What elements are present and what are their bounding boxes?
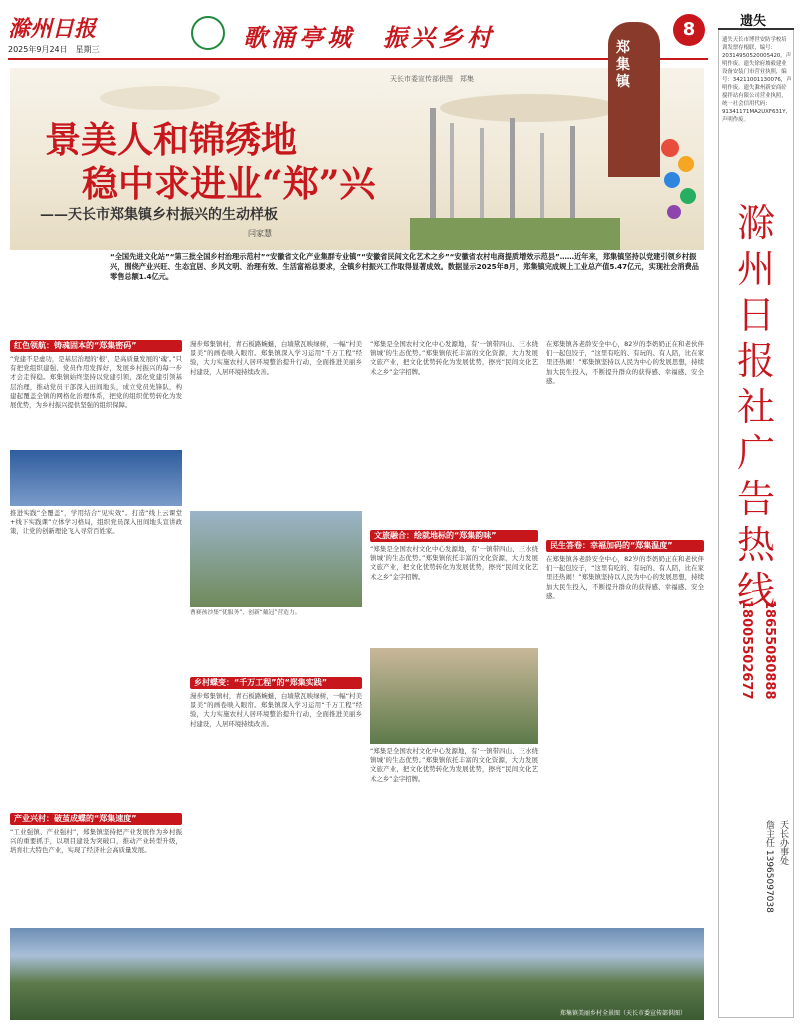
article-text: 在郑集镇各老龄安全中心，82岁的李奶奶正在和老伙伴们一起包饺子，“这里有吃的、有玩的、有人陪，比在家里还热闹！”郑集镇坚持以人民为中心的发展思想，持续加大民生投入，不断提升群众的获得感、幸福感、安全感。: [546, 340, 704, 385]
article-text: 漫步郑集镇村，青石板路蜿蜒，白墙黛瓦映绿树，一幅“村美景美”的画卷映入眼帘。郑集镇深入学习运用“千万工程”经验，大力实施农村人居环境整治提升行动，全面推进美丽乡村建设，人居环境持续改善。: [190, 692, 362, 728]
column-1: [10, 340, 182, 882]
article-text: “工业强镇、产业强村”，郑集镇坚持把产业发展作为乡村振兴的重要抓手，以项目建设为突破口，推动产业转型升级，培育壮大特色产业，实现了经济社会高质量发展。: [10, 828, 182, 855]
page-header: [8, 8, 708, 60]
article-text: 推进实践“全覆盖”，学用结合“见实效”。打造“线上云课堂+线下实践课”立体学习格局，组织党员深入田间地头宣讲政策，让党的创新理论飞入寻常百姓家。: [10, 509, 182, 536]
village-panorama-photo: [10, 928, 704, 1020]
section-heading: 乡村蝶变：“千万工程”的“郑集实践”: [190, 677, 362, 689]
cultural-performance-photo: [370, 648, 538, 744]
article-text: “郑集是全国农村文化中心发源地，有‘一镇带四山、三水绕镇城’的生态优势。”郑集镇依托丰富的文化资源，大力发展文旅产业，把文化优势转化为发展优势，擦亮“民间文化艺术之乡”金字招牌。: [370, 340, 538, 376]
column-3: [370, 340, 538, 927]
section-heading: 红色领航：铸魂固本的“郑集密码”: [10, 340, 182, 352]
subheadline: ——天长市郑集镇乡村振兴的生动样板: [40, 207, 278, 223]
section-heading: 民生答卷：幸福加码的“郑集温度”: [546, 540, 704, 552]
headline-line-2: 稳中求进业“郑”兴: [82, 163, 376, 205]
page-slogan: 歌涌亭城 振兴乡村: [243, 23, 495, 52]
article-text: “郑集是全国农村文化中心发源地，有‘一镇带四山、三水绕镇城’的生态优势。”郑集镇依托丰富的文化资源，大力发展文旅产业，把文化优势转化为发展优势，擦亮“民间文化艺术之乡”金字招牌。: [370, 545, 538, 581]
lead-paragraph: “全国先进文化站”“第三批全国乡村治理示范村”“安徽省文化产业集群专业镇”“安徽省民间文化艺术之乡”“安徽省农村电商提质增效示范县”……近年来，郑集镇坚持以党建引领乡村振兴，围绕产业兴旺、生态宜居、乡风文明、治理有效、生活富裕总要求，全镇乡村振兴工作取得显著成效。数据显示2025年8月，郑集镇完成规上工业总产值5.47亿元，实现社会消费品零售总额1.4亿元。: [110, 252, 699, 281]
rural-revitalization-logo-icon: [191, 16, 225, 50]
byline: 闫家慧: [248, 229, 272, 238]
column-2: [190, 340, 362, 872]
office-label: 天长办事处: [778, 820, 788, 865]
lost-notice-text: 遗失天长市博世安防学校培训发票存根联，编号：20314950520005420，声明作废。遗失徐府坡毅建业设备安装门市营业执照，编号：34211001130076，声明作废。遗失滁州新安商砼搅拌站有限公司营业执照，统一社会信用代码：91341171MA2UXF631Y，声明作废。: [722, 37, 792, 123]
page-number: 8: [673, 14, 705, 46]
article-text: “郑集是全国农村文化中心发源地，有‘一镇带四山、三水绕镇城’的生态优势。”郑集镇依托丰富的文化资源，大力发展文旅产业，把文化优势转化为发展优势，擦亮“民间文化艺术之乡”金字招牌。: [370, 747, 538, 783]
headline-line-1: 景美人和锦绣地: [45, 119, 298, 161]
section-heading: 产业兴村：破茧成蝶的“郑集速度”: [10, 813, 182, 825]
article-text: 在郑集镇各老龄安全中心，82岁的李奶奶正在和老伙伴们一起包饺子，“这里有吃的、有玩的、有人陪，比在家里还热闹！”郑集镇坚持以人民为中心的发展思想，持续加大民生投入，不断提升群众的获得感、幸福感、安全感。: [546, 555, 704, 600]
lost-notice-title: 遗失: [740, 14, 767, 29]
photo-caption: 曹赛孩沙集“优服务”，创新“戴冠”营造力。: [190, 610, 301, 616]
dateline: 2025年9月24日 星期三: [8, 45, 100, 54]
section-heading: 文旅融合：绘就地标的“郑集韵味”: [370, 530, 538, 542]
photo-credit: 天长市委宣传部供图 郑集: [390, 75, 474, 83]
party-meeting-photo: [10, 450, 182, 506]
ad-phone-1: 18655080888: [762, 600, 777, 700]
panorama-caption: 郑集镇美丽乡村全景图（天长市委宣传部供图）: [560, 1010, 687, 1017]
column-4: [546, 340, 704, 925]
article-text: “党建不是虚功，是基层治理的‘根’，是高质量发展的‘魂’。”只有把党组织建强、党员作用发挥好，发展乡村振兴的每一步才会走得稳。郑集镇始终坚持以党建引领，深化党建引领基层治理，推动党员干部深入田间地头，成立党员先锋队，构建起覆盖全镇的网格化治理体系，把党的组织优势转化为发展优势，为乡村振兴提供坚强的组织保障。: [10, 355, 182, 410]
masthead: 滁州日报: [8, 16, 97, 42]
hero-banner: [10, 68, 704, 250]
monument-label: 郑集镇: [616, 40, 630, 90]
office-contact: 詹主任 13965097038: [764, 820, 774, 913]
factory-photo: [190, 511, 362, 607]
ad-phone-2: 18005502677: [739, 600, 754, 700]
ad-hotline-title: 滁州日报社广告热线: [736, 201, 775, 613]
article-text: 漫步郑集镇村，青石板路蜿蜒，白墙黛瓦映绿树，一幅“村美景美”的画卷映入眼帘。郑集镇深入学习运用“千万工程”经验，大力实施农村人居环境整治提升行动，全面推进美丽乡村建设，人居环境持续改善。: [190, 340, 362, 376]
